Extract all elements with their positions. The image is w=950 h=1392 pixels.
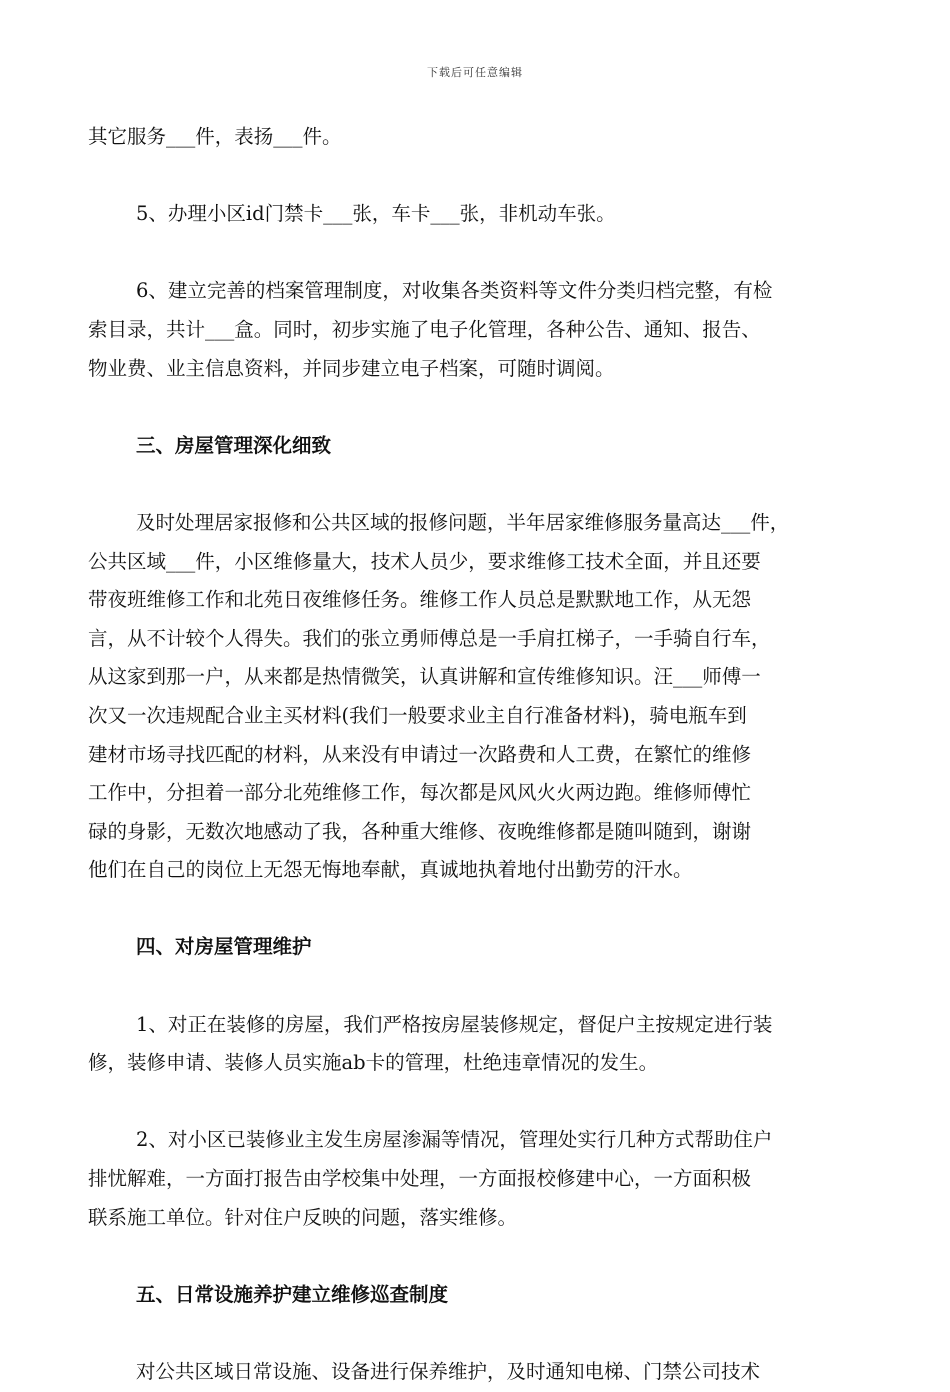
page-header: 下载后可任意编辑 <box>427 66 523 79</box>
paragraph-gap <box>88 157 862 196</box>
paragraph-gap <box>88 967 862 1006</box>
paragraph-line: 从这家到那一户，从来都是热情微笑，认真讲解和宣传维修知识。汪___师傅一 <box>88 665 761 689</box>
paragraph-line: 物业费、业主信息资料，并同步建立电子档案，可随时调阅。 <box>88 356 615 380</box>
paragraph-gap <box>88 1237 862 1276</box>
section-heading <box>88 928 862 967</box>
paragraph-line: 工作中，分担着一部分北苑维修工作，每次都是风风火火两边跑。维修师傅忙 <box>88 781 752 805</box>
paragraph-line: 公共区域___件，小区维修量大，技术人员少，要求维修工技术全面，并且还要 <box>88 549 761 573</box>
paragraph-gap <box>88 1083 862 1122</box>
heading-text: 五、日常设施养护建立维修巡查制度 <box>136 1282 449 1306</box>
paragraph-line: 及时处理居家报修和公共区域的报修问题，半年居家维修服务量高达___件， <box>136 510 790 534</box>
paragraph <box>88 195 862 234</box>
paragraph-line: 6、建立完善的档案管理制度，对收集各类资料等文件分类归档完整，有检 <box>136 279 773 303</box>
paragraph <box>88 272 862 388</box>
paragraph-line: 言，从不计较个人得失。我们的张立勇师傅总是一手肩扛梯子，一手骑自行车， <box>88 626 771 650</box>
paragraph-gap <box>88 1314 862 1353</box>
paragraph-line: 索目录，共计___盒。同时，初步实施了电子化管理，各种公告、通知、报告、 <box>88 317 761 341</box>
paragraph <box>88 1353 862 1392</box>
paragraph-line: 碌的身影，无数次地感动了我，各种重大维修、夜晚维修都是随叫随到，谢谢 <box>88 819 752 843</box>
paragraph-line: 其它服务___件，表扬___件。 <box>88 125 342 148</box>
heading-text: 三、房屋管理深化细致 <box>136 433 332 457</box>
paragraph-line: 5、办理小区id门禁卡___张，车卡___张，非机动车张。 <box>136 202 616 226</box>
paragraph-line: 排忧解难，一方面打报告由学校集中处理，一方面报校修建中心，一方面积极 <box>88 1167 752 1191</box>
section-heading <box>88 427 862 466</box>
paragraph-gap <box>88 234 862 273</box>
document-body <box>88 118 862 1392</box>
paragraph <box>88 504 862 890</box>
paragraph-line: 联系施工单位。针对住户反映的问题，落实维修。 <box>88 1205 518 1229</box>
paragraph-line: 1、对正在装修的房屋，我们严格按房屋装修规定，督促户主按规定进行装 <box>136 1012 773 1036</box>
paragraph <box>88 118 862 157</box>
paragraph-line: 次又一次违规配合业主买材料(我们一般要求业主自行准备材料)，骑电瓶车到 <box>88 703 747 727</box>
paragraph-line: 2、对小区已装修业主发生房屋渗漏等情况，管理处实行几种方式帮助住户 <box>136 1128 773 1152</box>
paragraph-line: 对公共区域日常设施、设备进行保养维护，及时通知电梯、门禁公司技术 <box>136 1360 761 1383</box>
paragraph-gap <box>88 465 862 504</box>
paragraph-gap <box>88 890 862 929</box>
paragraph-gap <box>88 388 862 427</box>
section-heading <box>88 1276 862 1315</box>
heading-text: 四、对房屋管理维护 <box>136 935 312 959</box>
paragraph-line: 建材市场寻找匹配的材料，从来没有申请过一次路费和人工费，在繁忙的维修 <box>88 742 752 766</box>
paragraph <box>88 1121 862 1237</box>
paragraph <box>88 1006 862 1083</box>
paragraph-line: 修，装修申请、装修人员实施ab卡的管理，杜绝违章情况的发生。 <box>88 1051 659 1075</box>
paragraph-line: 带夜班维修工作和北苑日夜维修任务。维修工作人员总是默默地工作，从无怨 <box>88 588 752 612</box>
paragraph-line: 他们在自己的岗位上无怨无悔地奉献，真诚地执着地付出勤劳的汗水。 <box>88 858 693 882</box>
